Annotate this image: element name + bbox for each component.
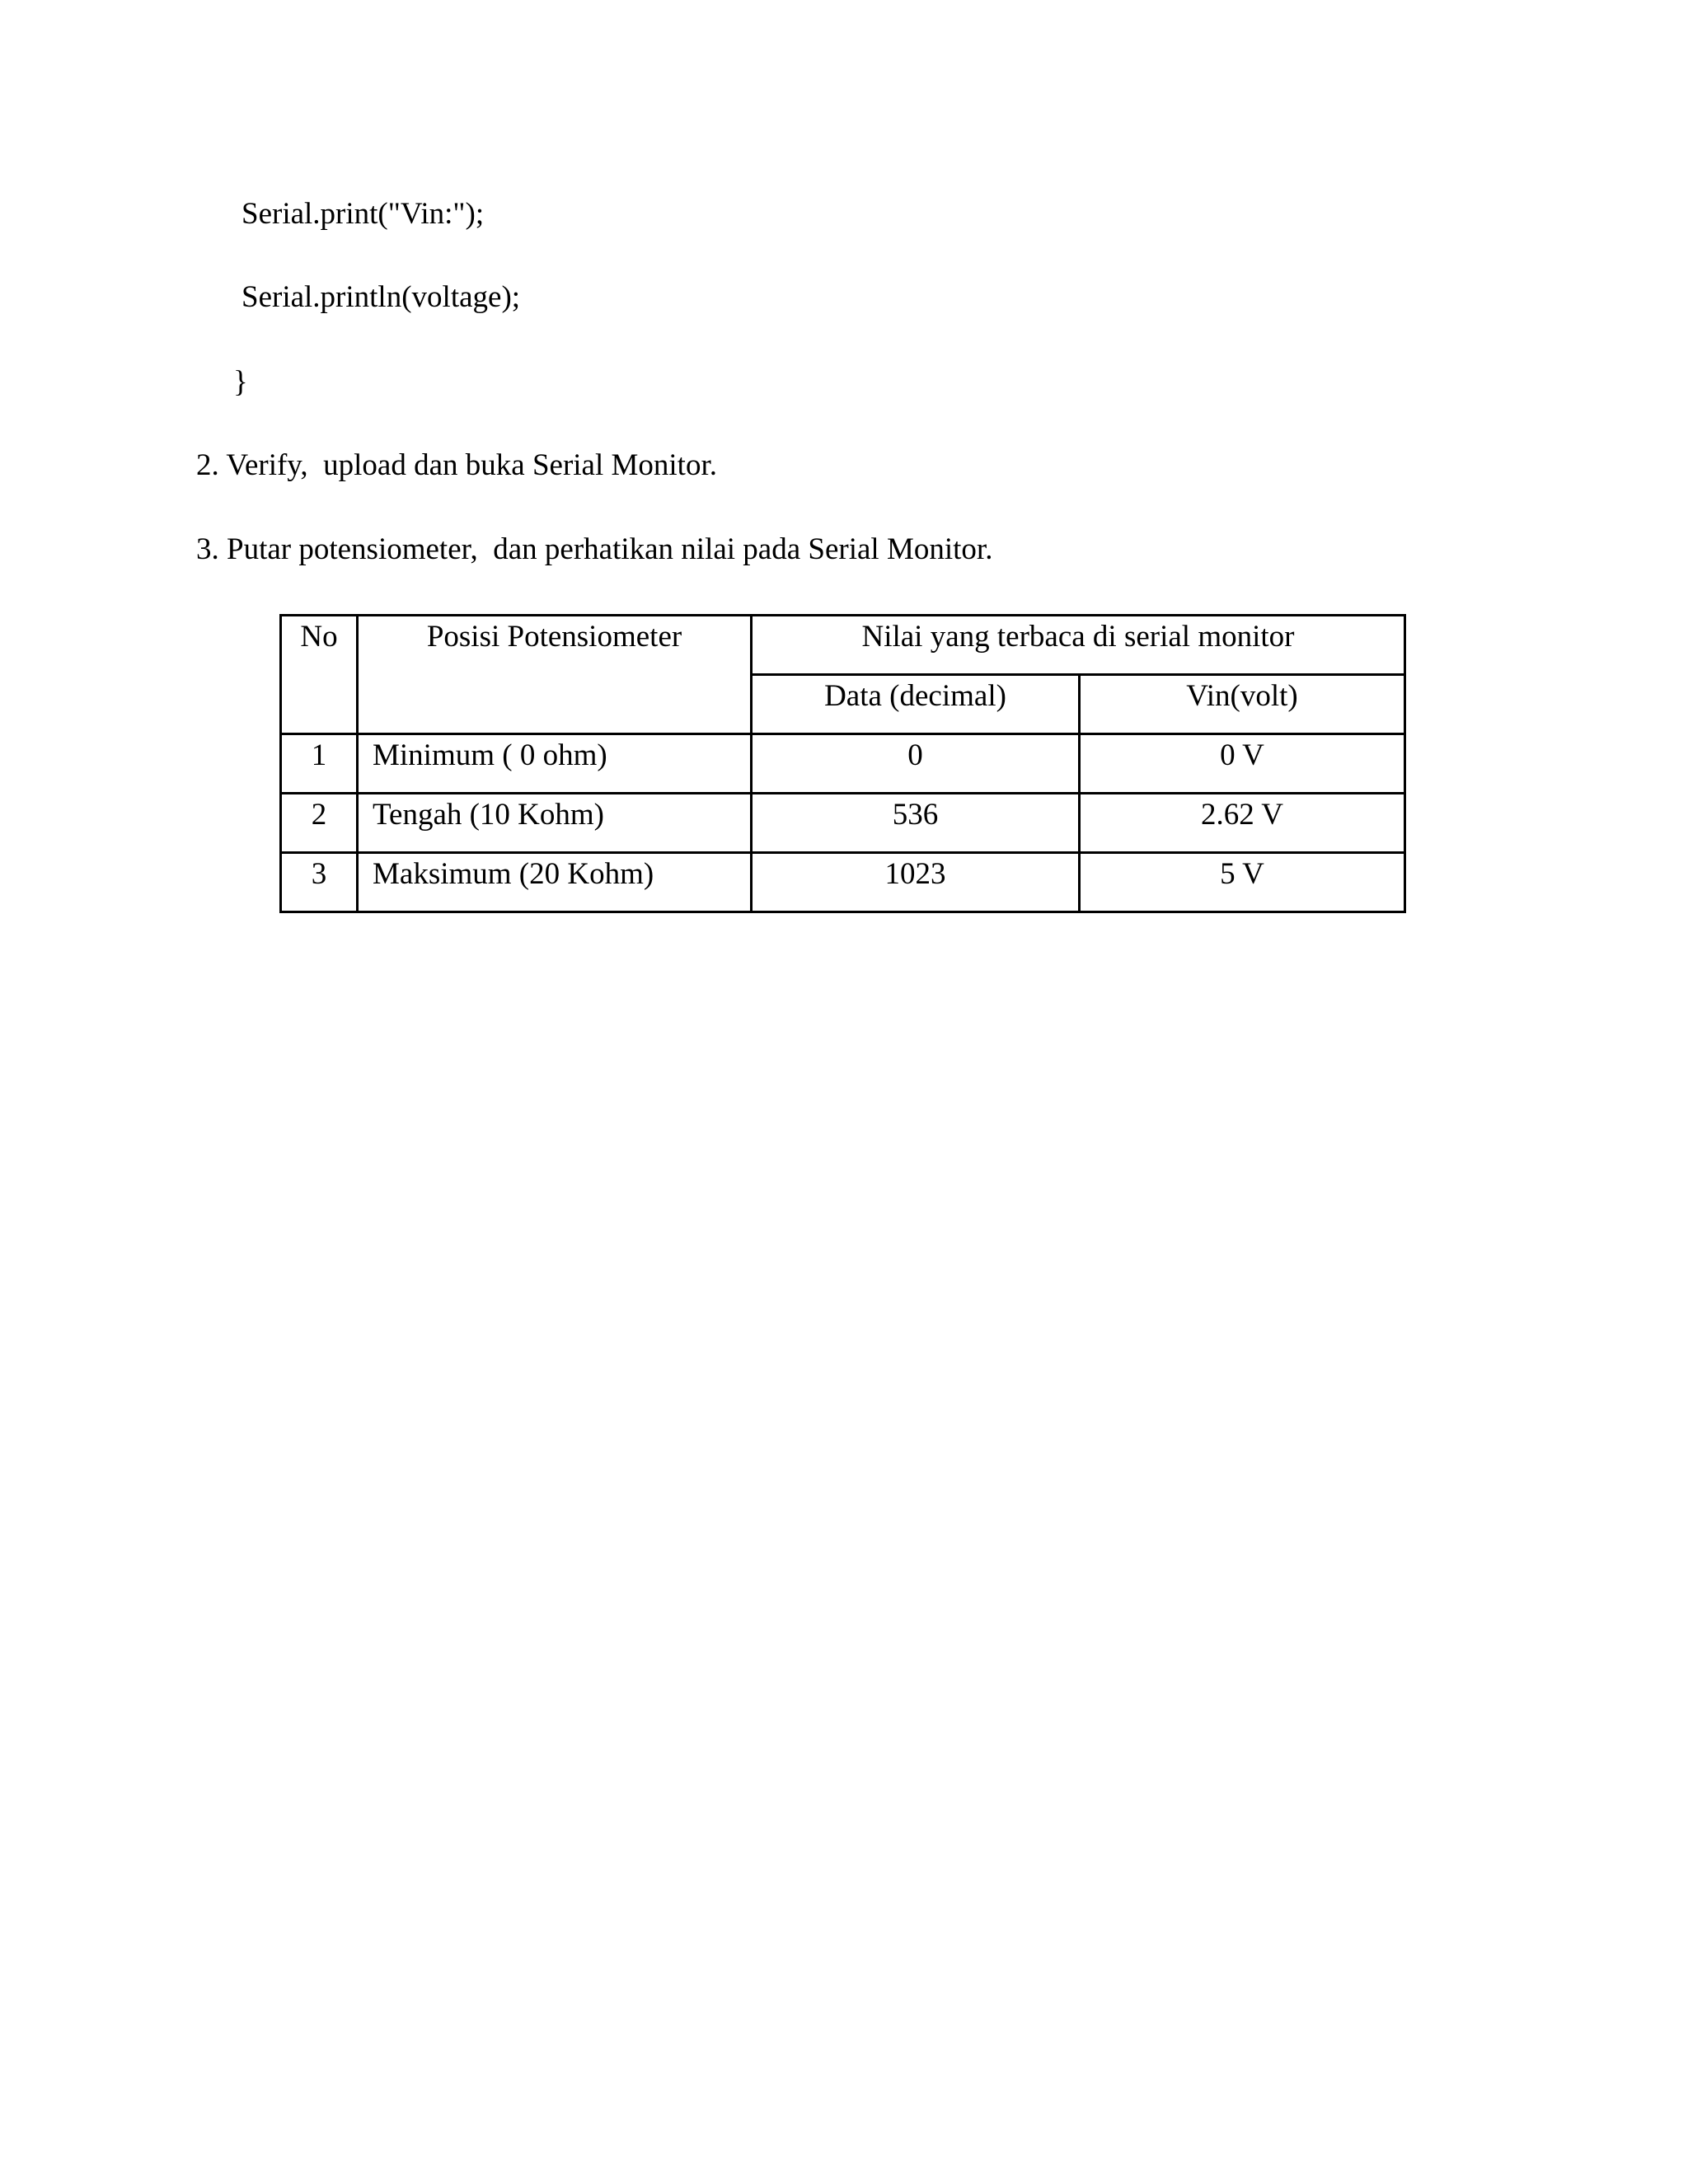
header-no: No: [281, 616, 358, 734]
cell-vin: 0 V: [1080, 734, 1405, 794]
table-row: [281, 853, 1405, 912]
results-table: [279, 614, 1406, 913]
cell-no: 1: [281, 734, 358, 794]
step-3-text: 3. Putar potensiometer, dan perhatikan nilai pada Serial Monitor.: [196, 532, 993, 566]
code-closing-brace: }: [233, 365, 248, 399]
cell-no: 2: [281, 794, 358, 853]
code-line-serial-println: Serial.println(voltage);: [241, 280, 521, 314]
header-vin-volt: Vin(volt): [1080, 675, 1405, 734]
table-header-row: [281, 616, 1405, 675]
cell-posisi: Minimum ( 0 ohm): [358, 734, 752, 794]
cell-posisi: Maksimum (20 Kohm): [358, 853, 752, 912]
cell-no: 3: [281, 853, 358, 912]
cell-vin: 5 V: [1080, 853, 1405, 912]
header-nilai: Nilai yang terbaca di serial monitor: [752, 616, 1405, 675]
cell-vin: 2.62 V: [1080, 794, 1405, 853]
step-2-text: 2. Verify, upload dan buka Serial Monitor.: [196, 448, 717, 482]
cell-data: 0: [752, 734, 1080, 794]
header-posisi: Posisi Potensiometer: [358, 616, 752, 734]
cell-data: 1023: [752, 853, 1080, 912]
cell-data: 536: [752, 794, 1080, 853]
code-line-serial-print: Serial.print("Vin:");: [241, 197, 485, 231]
table-row: [281, 794, 1405, 853]
table-row: [281, 734, 1405, 794]
header-data-decimal: Data (decimal): [752, 675, 1080, 734]
cell-posisi: Tengah (10 Kohm): [358, 794, 752, 853]
